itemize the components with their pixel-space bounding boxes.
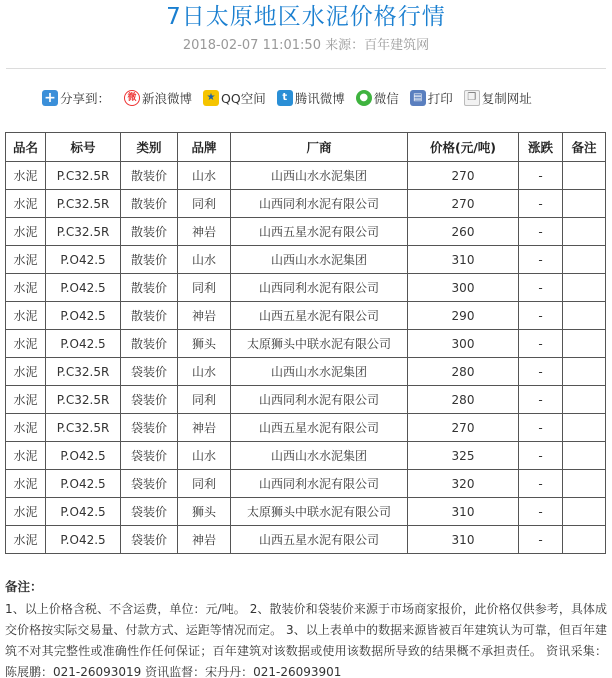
table-cell: 山西五星水泥有限公司 bbox=[231, 218, 408, 246]
table-cell bbox=[563, 162, 606, 190]
table-cell: 水泥 bbox=[6, 386, 46, 414]
table-cell: P.O42.5 bbox=[46, 330, 121, 358]
table-cell: 散装价 bbox=[121, 162, 178, 190]
share-bar bbox=[42, 88, 543, 108]
column-header: 品名 bbox=[6, 133, 46, 162]
table-cell: 310 bbox=[408, 498, 519, 526]
table-row bbox=[6, 330, 606, 358]
table-row bbox=[6, 218, 606, 246]
table-cell: P.C32.5R bbox=[46, 190, 121, 218]
table-cell: 山水 bbox=[178, 442, 231, 470]
column-header: 品牌 bbox=[178, 133, 231, 162]
table-cell: 280 bbox=[408, 358, 519, 386]
table-cell: 袋装价 bbox=[121, 470, 178, 498]
table-cell bbox=[563, 386, 606, 414]
table-cell: P.C32.5R bbox=[46, 218, 121, 246]
price-table bbox=[5, 132, 606, 554]
table-cell: 散装价 bbox=[121, 190, 178, 218]
table-cell bbox=[563, 330, 606, 358]
table-cell: - bbox=[519, 526, 563, 554]
column-header: 备注 bbox=[563, 133, 606, 162]
table-cell: 水泥 bbox=[6, 442, 46, 470]
table-cell: 山西同利水泥有限公司 bbox=[231, 190, 408, 218]
table-cell: 狮头 bbox=[178, 330, 231, 358]
table-cell: 太原狮头中联水泥有限公司 bbox=[231, 498, 408, 526]
notes-section bbox=[5, 576, 607, 678]
table-cell: P.O42.5 bbox=[46, 302, 121, 330]
table-cell: 神岩 bbox=[178, 302, 231, 330]
table-cell: 水泥 bbox=[6, 414, 46, 442]
table-cell: 散装价 bbox=[121, 302, 178, 330]
table-row bbox=[6, 246, 606, 274]
table-cell: 山西同利水泥有限公司 bbox=[231, 470, 408, 498]
table-cell: - bbox=[519, 246, 563, 274]
table-cell: - bbox=[519, 330, 563, 358]
table-cell bbox=[563, 302, 606, 330]
table-row bbox=[6, 162, 606, 190]
table-cell: 山西五星水泥有限公司 bbox=[231, 526, 408, 554]
table-cell: 水泥 bbox=[6, 302, 46, 330]
share-item-label: 新浪微博 bbox=[142, 91, 193, 106]
table-cell bbox=[563, 442, 606, 470]
table-cell: 神岩 bbox=[178, 526, 231, 554]
table-cell bbox=[563, 218, 606, 246]
table-cell: 同利 bbox=[178, 386, 231, 414]
share-item-label: 打印 bbox=[427, 91, 453, 106]
table-cell: 水泥 bbox=[6, 218, 46, 246]
table-cell: - bbox=[519, 386, 563, 414]
table-cell: P.O42.5 bbox=[46, 526, 121, 554]
table-cell: 山水 bbox=[178, 358, 231, 386]
table-cell: 山西五星水泥有限公司 bbox=[231, 302, 408, 330]
print-button[interactable] bbox=[410, 89, 453, 107]
table-cell: 袋装价 bbox=[121, 526, 178, 554]
notes-heading: 备注： bbox=[5, 579, 43, 594]
table-cell: 散装价 bbox=[121, 246, 178, 274]
share-plus-icon: + bbox=[42, 90, 58, 106]
table-cell: 300 bbox=[408, 274, 519, 302]
table-cell: P.C32.5R bbox=[46, 358, 121, 386]
table-cell: 山西山水水泥集团 bbox=[231, 358, 408, 386]
table-cell: - bbox=[519, 414, 563, 442]
table-row bbox=[6, 526, 606, 554]
share-label: 分享到： bbox=[60, 91, 111, 106]
table-cell bbox=[563, 246, 606, 274]
table-cell: 同利 bbox=[178, 190, 231, 218]
column-header: 价格(元/吨) bbox=[408, 133, 519, 162]
table-cell: 300 bbox=[408, 330, 519, 358]
table-cell: 310 bbox=[408, 246, 519, 274]
table-cell: P.C32.5R bbox=[46, 162, 121, 190]
table-cell: 山西同利水泥有限公司 bbox=[231, 386, 408, 414]
table-cell bbox=[563, 526, 606, 554]
article-meta: 2018-02-07 11:01:50 来源：百年建筑网 bbox=[182, 38, 430, 53]
weibo-icon: 微 bbox=[124, 90, 140, 106]
table-cell: 袋装价 bbox=[121, 358, 178, 386]
table-cell: - bbox=[519, 358, 563, 386]
table-cell: 同利 bbox=[178, 274, 231, 302]
table-cell: 散装价 bbox=[121, 330, 178, 358]
table-cell: 山西五星水泥有限公司 bbox=[231, 414, 408, 442]
table-cell: 水泥 bbox=[6, 330, 46, 358]
table-header-row bbox=[6, 133, 606, 162]
table-cell: 山西山水水泥集团 bbox=[231, 442, 408, 470]
share-item-label: QQ空间 bbox=[221, 91, 266, 106]
table-cell: P.O42.5 bbox=[46, 274, 121, 302]
table-cell: 270 bbox=[408, 190, 519, 218]
table-row bbox=[6, 274, 606, 302]
column-header: 类别 bbox=[121, 133, 178, 162]
table-cell: 神岩 bbox=[178, 218, 231, 246]
column-header: 涨跌 bbox=[519, 133, 563, 162]
column-header: 厂商 bbox=[231, 133, 408, 162]
table-cell: 山水 bbox=[178, 246, 231, 274]
table-cell: - bbox=[519, 442, 563, 470]
table-row bbox=[6, 442, 606, 470]
table-cell bbox=[563, 498, 606, 526]
table-cell: P.C32.5R bbox=[46, 386, 121, 414]
table-cell bbox=[563, 358, 606, 386]
table-cell: 水泥 bbox=[6, 498, 46, 526]
table-cell: - bbox=[519, 470, 563, 498]
copy-link-button[interactable] bbox=[464, 89, 532, 107]
table-cell: 袋装价 bbox=[121, 386, 178, 414]
table-cell bbox=[563, 414, 606, 442]
table-cell: 同利 bbox=[178, 470, 231, 498]
tencent-weibo-icon: t bbox=[277, 90, 293, 106]
notes-body: 1、以上价格含税、不含运费，单位：元/吨。 2、散装价和袋装价来源于市场商家报价，此价格仅供参考，具体成交价格按实际交易量、付款方式、运距等情况而定。 3、以上表单中的数据来源皆被百年建筑认为可靠，但百年建筑不对其完整性或准确性作任何保证；百年建筑对该数据或使用该数据所导致的结果概不承担责任。 资讯采集：陈展鹏：021-26093019 资讯监督：宋丹丹：021-26093901 bbox=[5, 602, 607, 678]
wechat-icon: ● bbox=[356, 90, 372, 106]
table-cell: 山西同利水泥有限公司 bbox=[231, 274, 408, 302]
page-title: 7日太原地区水泥价格行情 bbox=[166, 4, 446, 30]
table-body bbox=[6, 162, 606, 554]
qzone-icon: ★ bbox=[203, 90, 219, 106]
share-tencent-weibo-button[interactable] bbox=[277, 89, 345, 107]
table-row bbox=[6, 386, 606, 414]
table-cell: P.C32.5R bbox=[46, 414, 121, 442]
table-cell: 290 bbox=[408, 302, 519, 330]
table-cell: P.O42.5 bbox=[46, 442, 121, 470]
table-cell: 水泥 bbox=[6, 190, 46, 218]
table-cell: 水泥 bbox=[6, 246, 46, 274]
table-cell bbox=[563, 470, 606, 498]
table-cell: - bbox=[519, 498, 563, 526]
table-cell: 山西山水水泥集团 bbox=[231, 162, 408, 190]
table-cell: 320 bbox=[408, 470, 519, 498]
table-cell: 270 bbox=[408, 414, 519, 442]
table-row bbox=[6, 190, 606, 218]
table-cell: 水泥 bbox=[6, 526, 46, 554]
table-cell: - bbox=[519, 218, 563, 246]
table-cell: 270 bbox=[408, 162, 519, 190]
table-row bbox=[6, 498, 606, 526]
table-cell: - bbox=[519, 190, 563, 218]
table-row bbox=[6, 414, 606, 442]
table-cell: 325 bbox=[408, 442, 519, 470]
table-cell: P.O42.5 bbox=[46, 246, 121, 274]
table-row bbox=[6, 302, 606, 330]
table-cell: 水泥 bbox=[6, 470, 46, 498]
table-cell: 袋装价 bbox=[121, 414, 178, 442]
table-cell: 散装价 bbox=[121, 218, 178, 246]
table-cell: 水泥 bbox=[6, 162, 46, 190]
copy-link-icon: ❐ bbox=[464, 90, 480, 106]
table-cell: 水泥 bbox=[6, 358, 46, 386]
table-row bbox=[6, 470, 606, 498]
print-icon: ▤ bbox=[410, 90, 426, 106]
table-cell: - bbox=[519, 274, 563, 302]
share-item-label: 复制网址 bbox=[481, 91, 532, 106]
table-cell: - bbox=[519, 162, 563, 190]
share-weibo-button[interactable] bbox=[124, 89, 192, 107]
table-cell: P.O42.5 bbox=[46, 498, 121, 526]
table-cell: 神岩 bbox=[178, 414, 231, 442]
table-cell bbox=[563, 274, 606, 302]
table-cell bbox=[563, 190, 606, 218]
table-cell: 山水 bbox=[178, 162, 231, 190]
table-cell: 袋装价 bbox=[121, 442, 178, 470]
table-cell: 水泥 bbox=[6, 274, 46, 302]
share-item-label: 腾讯微博 bbox=[294, 91, 345, 106]
share-qzone-button[interactable] bbox=[203, 89, 266, 107]
table-cell: 山西山水水泥集团 bbox=[231, 246, 408, 274]
table-row bbox=[6, 358, 606, 386]
column-header: 标号 bbox=[46, 133, 121, 162]
table-cell: P.O42.5 bbox=[46, 470, 121, 498]
table-cell: - bbox=[519, 302, 563, 330]
table-cell: 280 bbox=[408, 386, 519, 414]
table-cell: 310 bbox=[408, 526, 519, 554]
share-item-label: 微信 bbox=[373, 91, 399, 106]
table-cell: 太原狮头中联水泥有限公司 bbox=[231, 330, 408, 358]
divider bbox=[6, 68, 606, 69]
table-cell: 袋装价 bbox=[121, 498, 178, 526]
share-wechat-button[interactable] bbox=[356, 89, 399, 107]
table-cell: 狮头 bbox=[178, 498, 231, 526]
share-lead bbox=[42, 89, 110, 107]
table-cell: 260 bbox=[408, 218, 519, 246]
table-cell: 散装价 bbox=[121, 274, 178, 302]
